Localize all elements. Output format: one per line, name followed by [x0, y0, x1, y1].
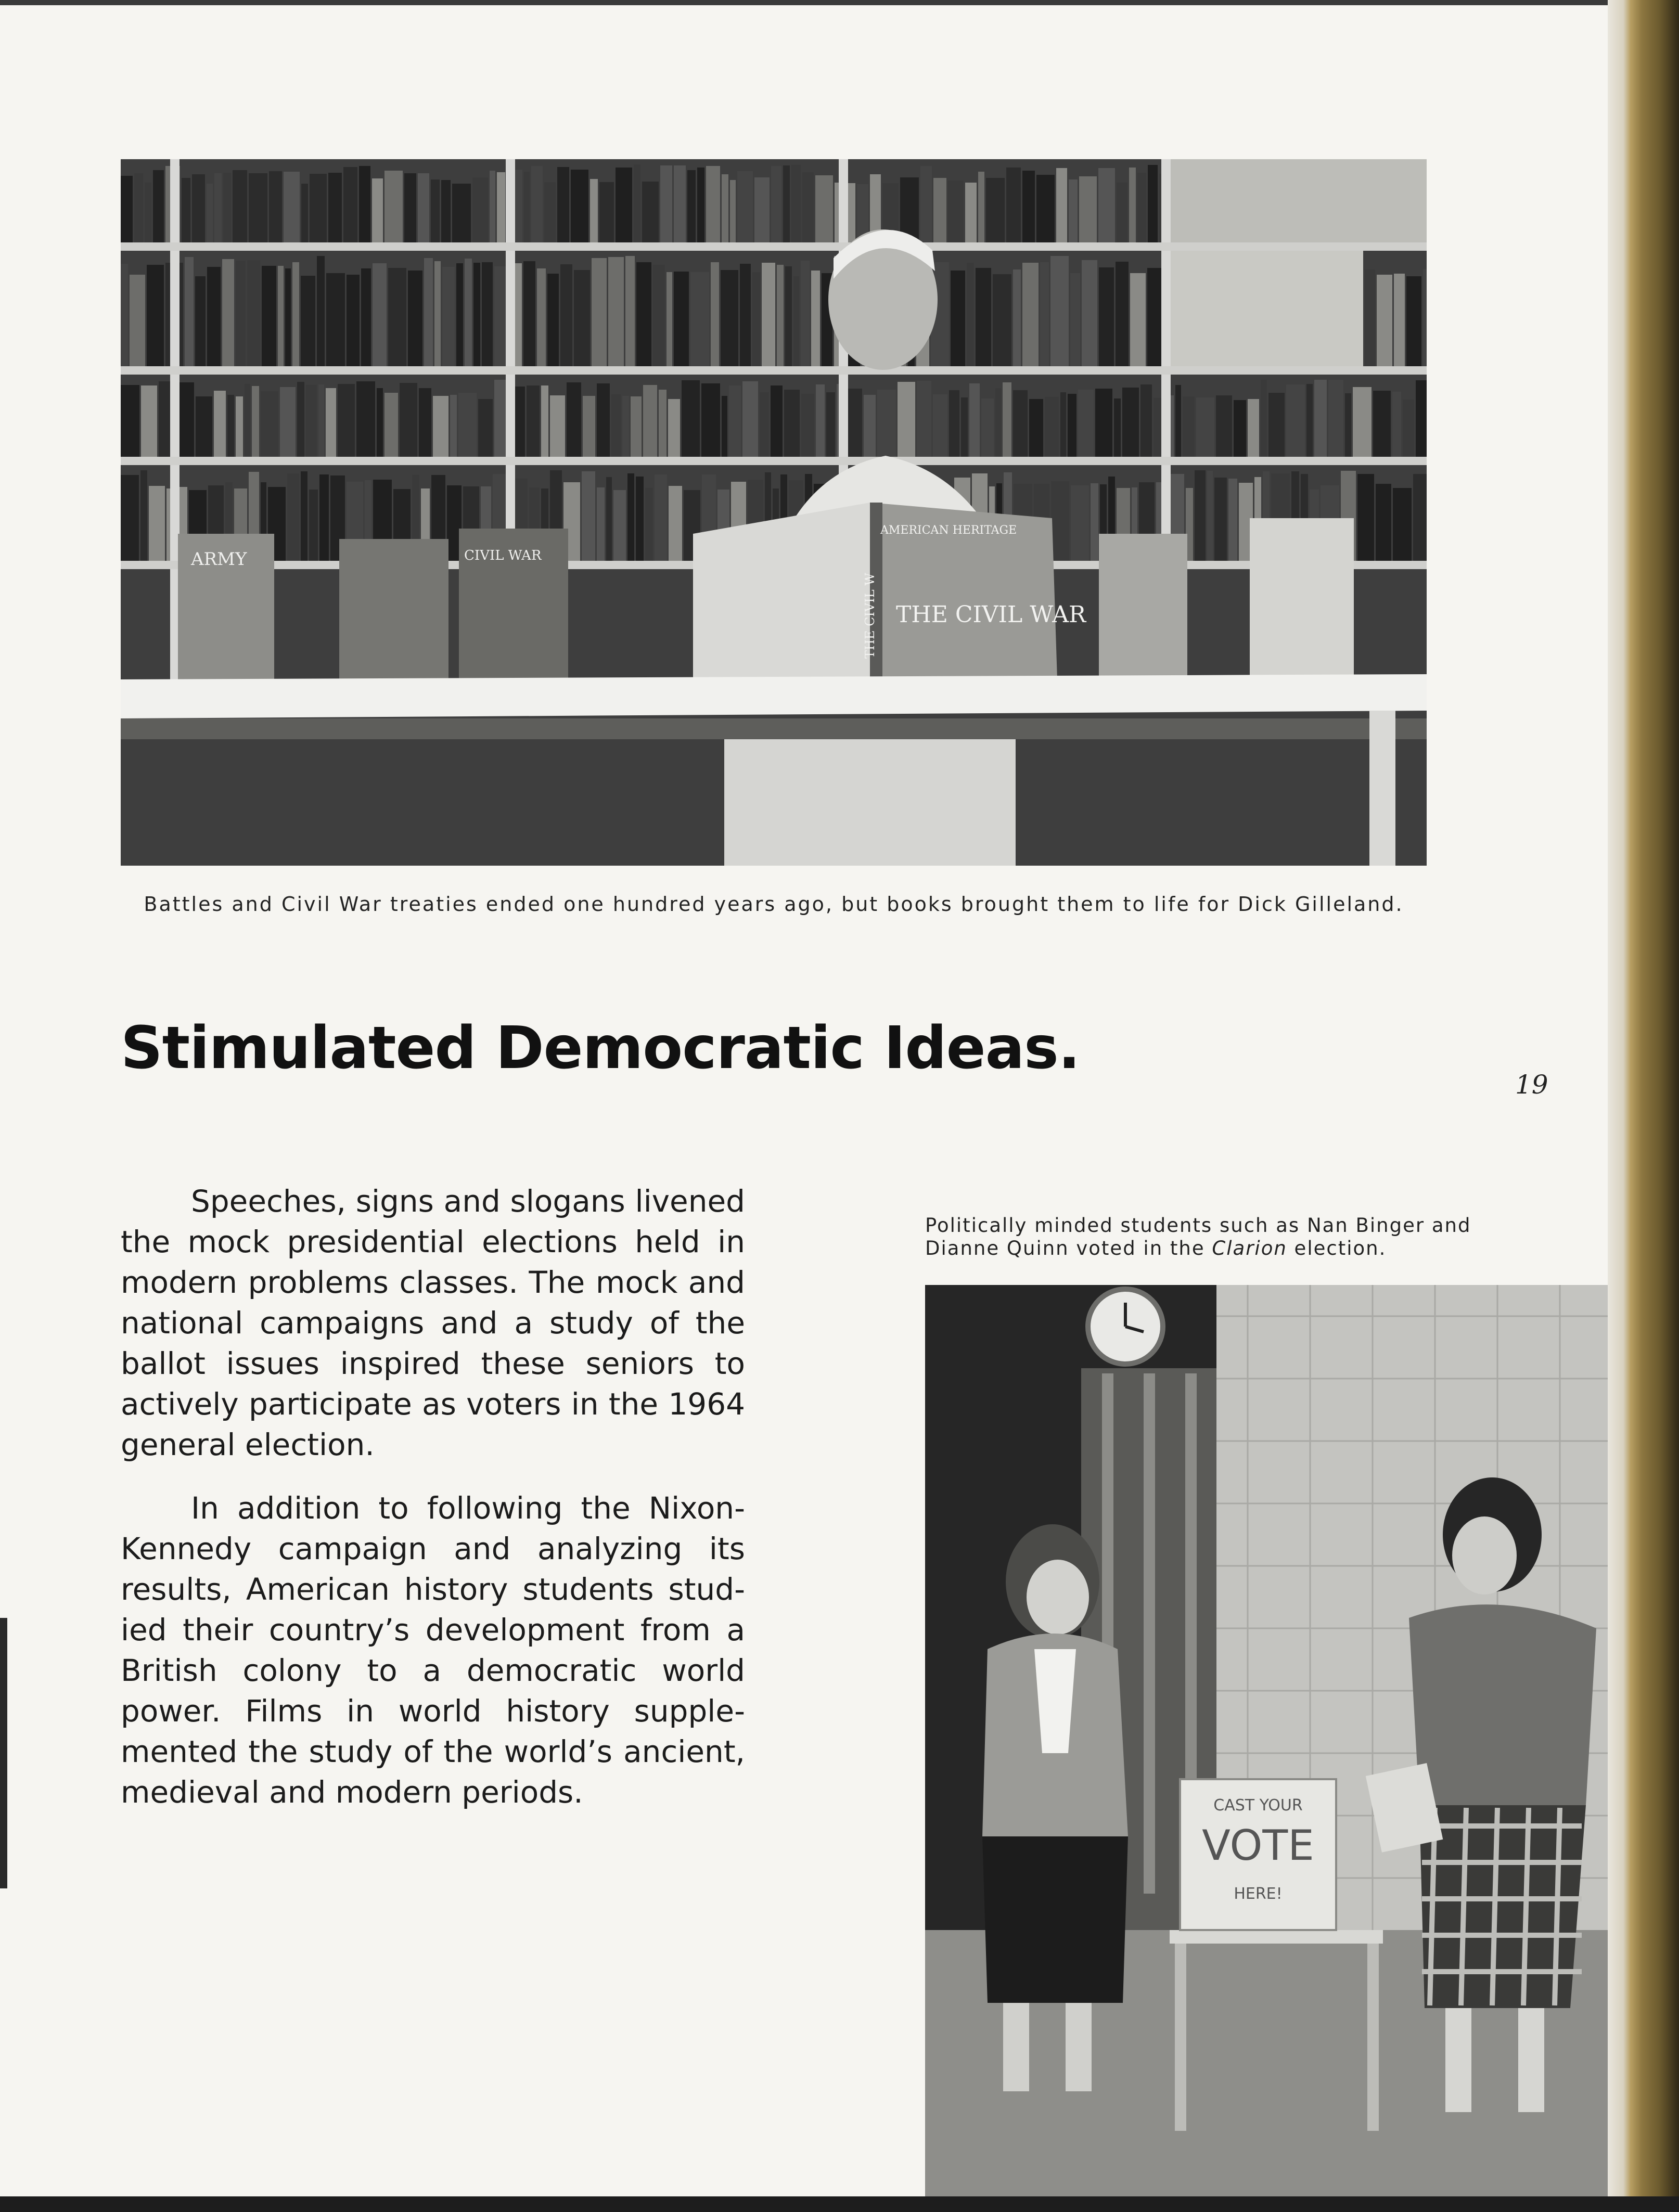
ballot-sign-line2: VOTE — [1202, 1821, 1314, 1870]
right-photo-caption — [925, 1214, 1477, 1260]
page-top-edge — [0, 0, 1679, 5]
caption-text-end: election. — [1287, 1237, 1387, 1259]
left-page-mark — [0, 1618, 7, 1888]
library-photo — [121, 159, 1427, 866]
body-paragraph: Speeches, signs and slogans livened the mock presidential elections held in modern problems classes. The mock and national campaigns and a study of the ballot issues inspired these seniors to actively participate as voters in the 1964 general election. — [121, 1184, 745, 1462]
civil-war-cover-text: CIVIL WAR — [464, 548, 542, 563]
election-photo — [925, 1285, 1608, 2196]
page-heading: Stimulated Democratic Ideas. — [121, 1014, 1080, 1082]
caption-italic-text: Clarion — [1212, 1237, 1287, 1259]
caption-text-start: Politically minded students such as Nan Binger and Dianne Quinn voted in the — [925, 1214, 1471, 1259]
left-cover-text: ARMY — [191, 549, 247, 570]
open-book-spine-text: THE CIVIL W — [863, 573, 877, 659]
ballot-sign-line1: CAST YOUR — [1213, 1796, 1303, 1815]
page-bottom-edge — [0, 2196, 1679, 2212]
top-photo-caption: Battles and Civil War treaties ended one hundred years ago, but books brought them to life for Dick Gilleland. — [144, 893, 1404, 916]
page-number: 19 — [1515, 1070, 1548, 1100]
body-paragraph: In addition to following the Nixon-Kennedy campaign and analyzing its results, American history students studied their country’s development from a British colony to a democratic world power. Films in world history supplemented the study of the world’s ancient, medieval and modern periods. — [121, 1490, 745, 1810]
body-text — [121, 1181, 745, 1835]
ballot-sign-line3: HERE! — [1234, 1885, 1283, 1903]
book-binding-edge — [1608, 0, 1679, 2212]
open-book-publisher-text: AMERICAN HERITAGE — [880, 524, 1017, 537]
open-book-title-text: THE CIVIL WAR — [896, 601, 1086, 628]
